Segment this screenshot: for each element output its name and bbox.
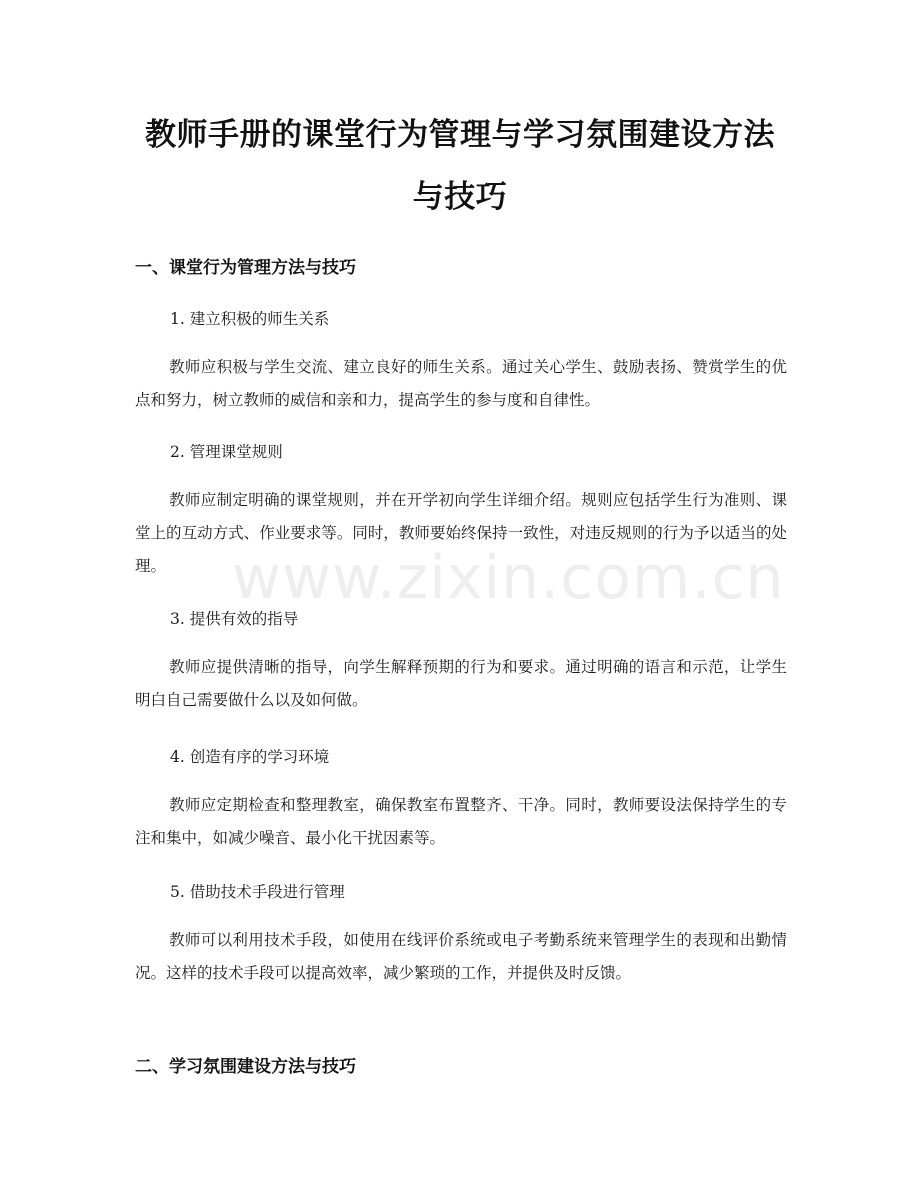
paragraph: 教师应积极与学生交流、建立良好的师生关系。通过关心学生、鼓励表扬、赞赏学生的优点和努力，树立教师的威信和亲和力，提高学生的参与度和自律性。: [135, 358, 787, 409]
subsection-heading: 1. 建立积极的师生关系: [170, 310, 330, 328]
paragraph: 教师应制定明确的课堂规则，并在开学初向学生详细介绍。规则应包括学生行为准则、课堂上的互动方式、作业要求等。同时，教师要始终保持一致性，对违反规则的行为予以适当的处理。: [135, 491, 787, 575]
paragraph: 教师应提供清晰的指导，向学生解释预期的行为和要求。通过明确的语言和示范，让学生明白自己需要做什么以及如何做。: [135, 658, 787, 709]
section-heading: 一、课堂行为管理方法与技巧: [135, 258, 356, 278]
subsection-heading: 2. 管理课堂规则: [170, 443, 283, 461]
paragraph: 教师可以利用技术手段，如使用在线评价系统或电子考勤系统来管理学生的表现和出勤情况。这样的技术手段可以提高效率，减少繁琐的工作，并提供及时反馈。: [135, 931, 787, 982]
section-heading: 二、学习氛围建设方法与技巧: [135, 1057, 356, 1077]
subsection-heading: 3. 提供有效的指导: [170, 610, 299, 628]
watermark: www.zixin.com.cn: [232, 543, 785, 613]
paragraph: 教师应定期检查和整理教室，确保教室布置整齐、干净。同时，教师要设法保持学生的专注和集中，如减少噪音、最小化干扰因素等。: [135, 796, 787, 847]
subsection-heading: 4. 创造有序的学习环境: [170, 748, 330, 766]
subsection-heading: 5. 借助技术手段进行管理: [170, 883, 345, 901]
document-title: 教师手册的课堂行为管理与学习氛围建设方法与技巧: [145, 117, 775, 215]
